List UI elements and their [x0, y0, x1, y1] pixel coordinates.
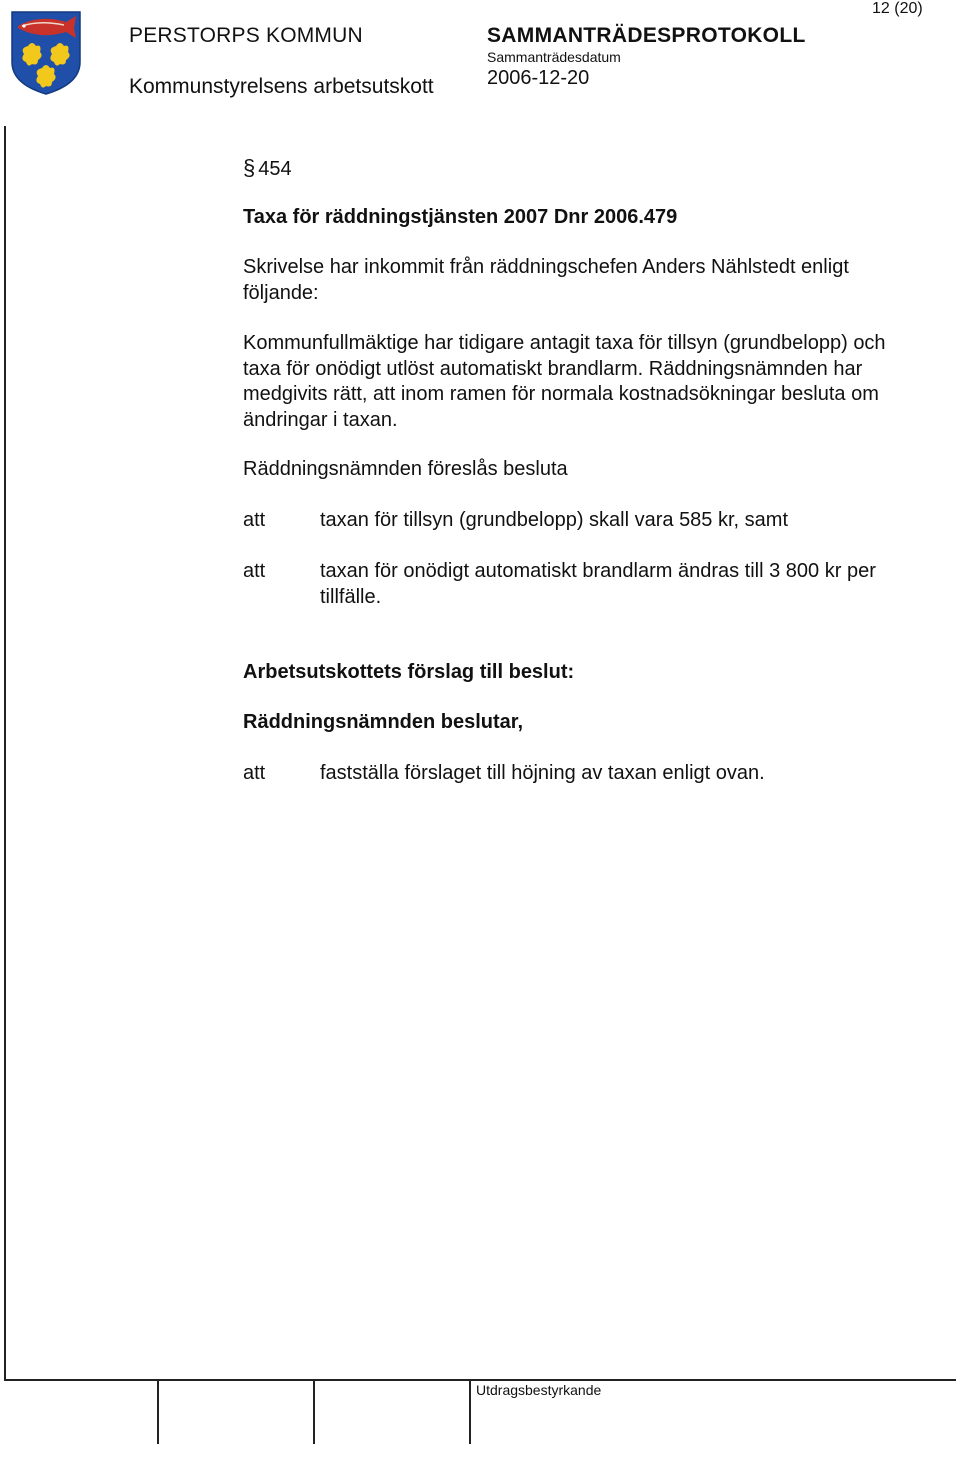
- left-margin-rule: [4, 126, 6, 1380]
- section-number-value: 454: [258, 158, 292, 180]
- proposal-heading: Arbetsutskottets förslag till beslut:: [243, 661, 575, 683]
- municipality-name: PERSTORPS KOMMUN: [129, 24, 363, 47]
- paragraph-submission: Skrivelse har inkommit från räddningschefen Anders Nählstedt enligt följande:: [243, 256, 849, 304]
- document-title: SAMMANTRÄDESPROTOKOLL: [487, 24, 806, 47]
- footer-rule: [4, 1379, 956, 1381]
- section-number: [243, 155, 923, 183]
- proposal-item: [243, 508, 923, 534]
- signature-box-divider: [157, 1380, 159, 1444]
- att-marker: att: [243, 762, 266, 784]
- signature-box-divider: [313, 1380, 315, 1444]
- proposal-item-text: taxan för onödigt automatiskt brandlarm ändras till 3 800 kr per tillfälle.: [320, 560, 876, 608]
- municipal-coat-of-arms-icon: [10, 10, 82, 96]
- decision-heading: Räddningsnämnden beslutar,: [243, 711, 524, 733]
- att-marker: att: [243, 509, 266, 531]
- paragraph-proposal-intro: Räddningsnämnden föreslås besluta: [243, 458, 568, 480]
- page-number: 12 (20): [872, 0, 923, 17]
- section-symbol: §: [243, 155, 256, 180]
- item-heading: Taxa för räddningstjänsten 2007 Dnr 2006.479: [243, 206, 678, 228]
- att-marker: att: [243, 560, 266, 582]
- proposal-item-text: taxan för tillsyn (grundbelopp) skall vara 585 kr, samt: [320, 509, 788, 531]
- committee-name: Kommunstyrelsens arbetsutskott: [129, 75, 434, 98]
- signature-box-divider: [469, 1380, 471, 1444]
- decision-item-text: fastställa förslaget till höjning av taxan enligt ovan.: [320, 762, 765, 784]
- meeting-date-label: Sammanträdesdatum: [487, 49, 621, 65]
- decision-item: [243, 761, 923, 787]
- paragraph-background: Kommunfullmäktige har tidigare antagit taxa för tillsyn (grundbelopp) och taxa för onödigt utlöst automatiskt brandlarm. Räddningsnämnden har medgivits rätt, att inom ramen för normala kostnadsökningar besluta om ändringar i taxan.: [243, 332, 886, 431]
- meeting-date-value: 2006-12-20: [487, 67, 590, 89]
- certification-label: Utdragsbestyrkande: [476, 1382, 602, 1398]
- proposal-item: [243, 559, 923, 610]
